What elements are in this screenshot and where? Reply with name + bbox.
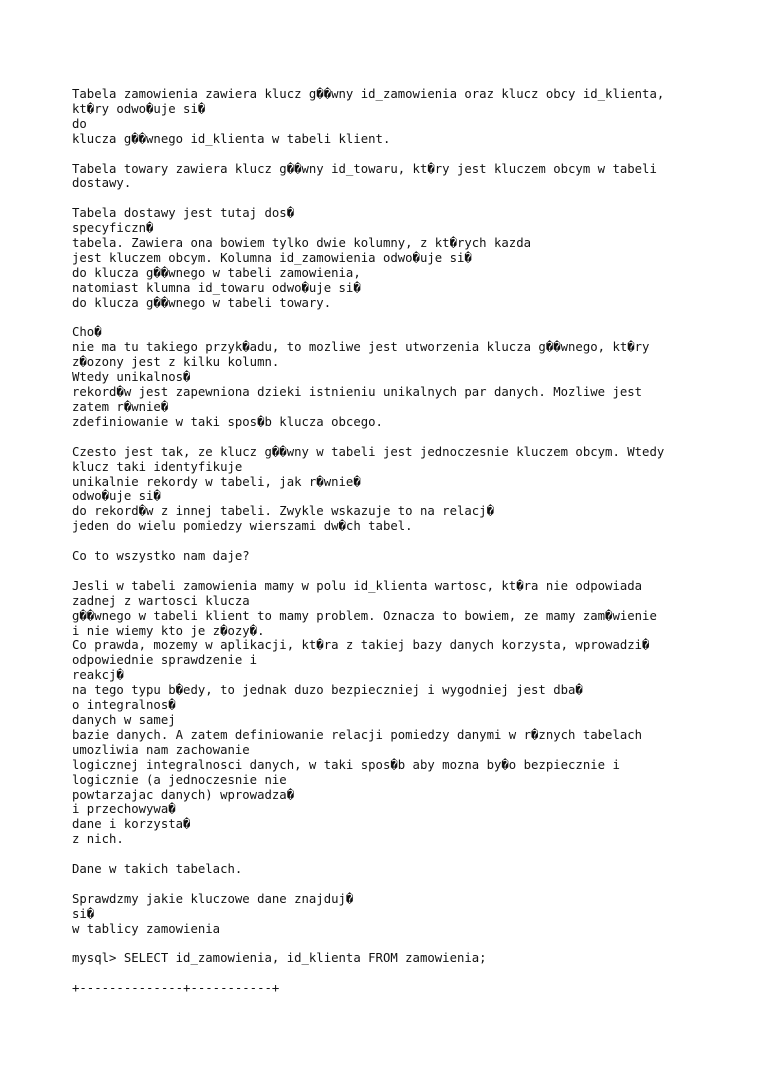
text-line: do klucza g��wnego w tabeli zamowienia, bbox=[72, 265, 361, 280]
text-line: klucz taki identyfikuje bbox=[72, 459, 243, 474]
paragraph bbox=[72, 549, 752, 564]
text-line: zadnej z wartosci klucza bbox=[72, 593, 250, 608]
text-line: Jesli w tabeli zamowienia mamy w polu id_klienta wartosc, kt�ra nie odpowiada bbox=[72, 578, 643, 593]
text-line: g��wnego w tabeli klient to mamy problem. Oznacza to bowiem, ze mamy zam�wienie bbox=[72, 608, 657, 623]
text-line: o integralnos� bbox=[72, 698, 176, 713]
text-line: mysql> SELECT id_zamowienia, id_klienta FROM zamowienia; bbox=[72, 951, 487, 966]
text-line: bazie danych. A zatem definiowanie relacji pomiedzy danymi w r�znych tabelach bbox=[72, 727, 643, 742]
text-line: rekord�w jest zapewniona dzieki istnieniu unikalnych par danych. Mozliwe jest bbox=[72, 385, 643, 400]
text-line: logicznej integralnosci danych, w taki spos�b aby mozna by�o bezpiecznie i bbox=[72, 757, 620, 772]
text-line: umozliwia nam zachowanie bbox=[72, 742, 250, 757]
text-line: Tabela dostawy jest tutaj dos� bbox=[72, 206, 295, 221]
text-line: do klucza g��wnego w tabeli towary. bbox=[72, 295, 332, 310]
text-line: nie ma tu takiego przyk�adu, to mozliwe jest utworzenia klucza g��wnego, kt�ry bbox=[72, 340, 650, 355]
text-line: si� bbox=[72, 906, 95, 921]
text-line: tabela. Zawiera ona bowiem tylko dwie kolumny, z kt�rych kazda bbox=[72, 236, 532, 251]
text-line: Co to wszystko nam daje? bbox=[72, 549, 250, 564]
text-line: Co prawda, mozemy w aplikacji, kt�ra z takiej bazy danych korzysta, wprowadzi� bbox=[72, 638, 650, 653]
text-line: Dane w takich tabelach. bbox=[72, 862, 243, 877]
text-line: na tego typu b�edy, to jednak duzo bezpieczniej i wygodniej jest dba� bbox=[72, 683, 583, 698]
text-line: Sprawdzmy jakie kluczowe dane znajduj� bbox=[72, 891, 354, 906]
text-line: Cho� bbox=[72, 325, 102, 340]
document-page bbox=[72, 87, 752, 1011]
text-line: jeden do wielu pomiedzy wierszami dw�ch tabel. bbox=[72, 519, 413, 534]
text-line: zatem r�wnie� bbox=[72, 399, 169, 414]
text-line: jest kluczem obcym. Kolumna id_zamowienia odwo�uje si� bbox=[72, 250, 472, 265]
text-line: zdefiniowanie w taki spos�b klucza obcego. bbox=[72, 414, 383, 429]
text-line: specyficzn� bbox=[72, 221, 154, 236]
text-line: Tabela towary zawiera klucz g��wny id_towaru, kt�ry jest kluczem obcym w tabeli bbox=[72, 161, 657, 176]
text-line: unikalnie rekordy w tabeli, jak r�wnie� bbox=[72, 474, 361, 489]
text-line: Wtedy unikalnos� bbox=[72, 370, 191, 385]
paragraph bbox=[72, 325, 752, 429]
text-line: powtarzajac danych) wprowadza� bbox=[72, 787, 295, 802]
paragraph bbox=[72, 892, 752, 937]
paragraph bbox=[72, 981, 752, 996]
text-line: z nich. bbox=[72, 832, 124, 847]
paragraph bbox=[72, 445, 752, 534]
paragraph bbox=[72, 579, 752, 847]
text-line: +--------------+-----------+ bbox=[72, 981, 280, 996]
text-line: Tabela zamowienia zawiera klucz g��wny id_zamowienia oraz klucz obcy id_klienta, bbox=[72, 87, 665, 101]
text-line: logicznie (a jednoczesnie nie bbox=[72, 772, 287, 787]
text-line: odwo�uje si� bbox=[72, 489, 161, 504]
text-line: danych w samej bbox=[72, 712, 176, 727]
text-line: natomiast klumna id_towaru odwo�uje si� bbox=[72, 280, 361, 295]
paragraph bbox=[72, 862, 752, 877]
text-line: z�ozony jest z kilku kolumn. bbox=[72, 355, 280, 370]
text-line: i przechowywa� bbox=[72, 802, 176, 817]
text-line: klucza g��wnego id_klienta w tabeli klient. bbox=[72, 131, 391, 146]
text-line: odpowiednie sprawdzenie i bbox=[72, 653, 258, 668]
text-line: w tablicy zamowienia bbox=[72, 921, 221, 936]
text-line: dostawy. bbox=[72, 176, 132, 191]
text-line: reakcj� bbox=[72, 668, 124, 683]
text-line: dane i korzysta� bbox=[72, 817, 191, 832]
paragraph bbox=[72, 206, 752, 310]
paragraph bbox=[72, 951, 752, 966]
text-line: Czesto jest tak, ze klucz g��wny w tabeli jest jednoczesnie kluczem obcym. Wtedy bbox=[72, 444, 665, 459]
text-line: kt�ry odwo�uje si� bbox=[72, 101, 206, 116]
paragraph bbox=[72, 162, 752, 192]
text-line: do rekord�w z innej tabeli. Zwykle wskazuje to na relacj� bbox=[72, 504, 494, 519]
text-line: i nie wiemy kto je z�ozy�. bbox=[72, 623, 265, 638]
text-line: do bbox=[72, 116, 87, 131]
paragraph bbox=[72, 87, 752, 147]
